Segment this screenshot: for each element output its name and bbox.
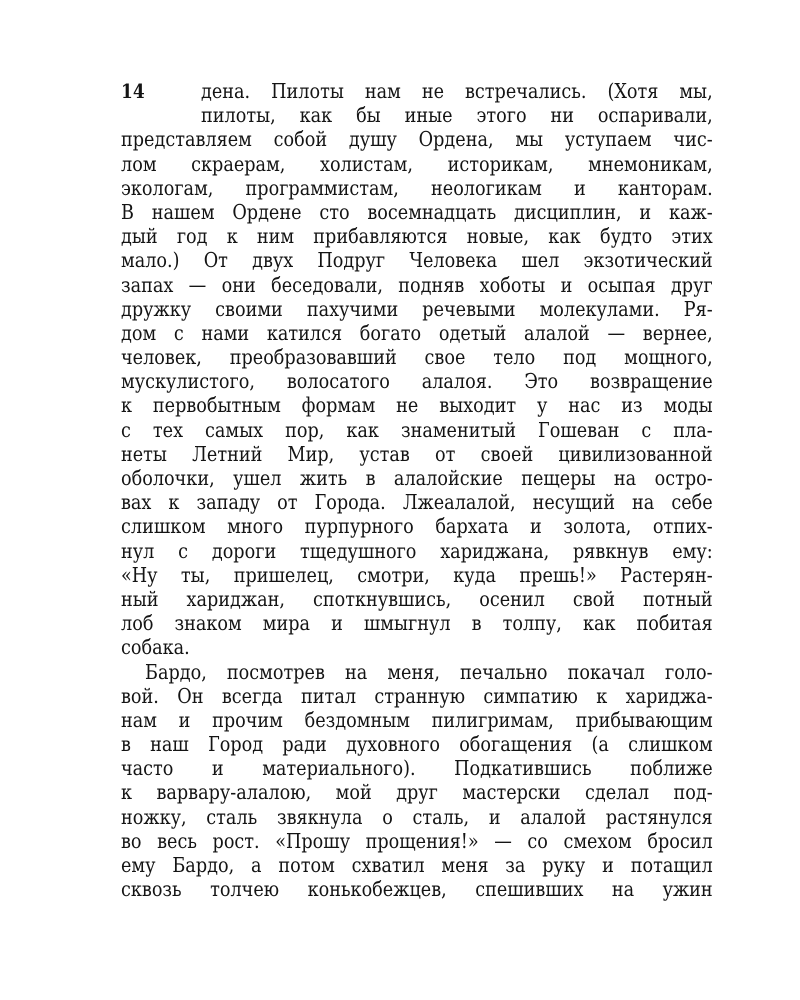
text-line: дена. Пилоты нам не встречались. (Хотя мы, (201, 79, 713, 103)
body-text (121, 79, 713, 901)
text-line: человек, преобразовавший свое тело под мощного, (121, 345, 713, 370)
text-line: часто и материального). Подкатившись поближе (121, 756, 713, 781)
text-line: в наш Город ради духовного обогащения (а слишком (121, 732, 713, 757)
text-line: слишком много пурпурного бархата и золота, отпих- (121, 514, 713, 539)
text-line: В нашем Ордене сто восемнадцать дисциплин, и каж- (121, 199, 713, 224)
text-line: нам и прочим бездомным пилигримам, прибывающим (121, 707, 713, 732)
text-line: дружку своими пахучими речевыми молекулами. Ря- (121, 296, 713, 321)
text-line: во весь рост. «Прошу прощения!» — со смехом бросил (121, 828, 713, 853)
page-number: 14 (121, 79, 145, 103)
text-line: «Ну ты, пришелец, смотри, куда прешь!» Растерян- (121, 562, 713, 587)
text-line: с тех самых пор, как знаменитый Гошеван с пла- (121, 417, 713, 442)
text-line: лоб знаком мира и шмыгнул в толпу, как побитая (121, 611, 713, 636)
text-line: собака. (121, 635, 190, 660)
text-line: Бардо, посмотрев на меня, печально покачал голо- (145, 659, 713, 684)
text-line: сквозь толчею конькобежцев, спешивших на ужин (121, 877, 713, 902)
text-line: нул с дороги тщедушного хариджана, рявкнув ему: (121, 538, 713, 563)
text-line: вой. Он всегда питал странную симпатию к хариджа- (121, 683, 713, 708)
text-line: оболочки, ушел жить в алалойские пещеры на остро- (121, 466, 713, 490)
text-line: лом скраерам, холистам, историкам, мнемоникам, (121, 151, 713, 176)
text-line: мало.) От двух Подруг Человека шел экзотический (121, 248, 713, 273)
text-line: дом с нами катился богато одетый алалой — вернее, (121, 320, 713, 345)
text-line: пилоты, как бы иные этого ни оспаривали, (201, 103, 713, 128)
text-line: ему Бардо, а потом схватил меня за руку и потащил (121, 853, 713, 877)
text-line: представляем собой душу Ордена, мы уступаем чис- (121, 127, 713, 152)
text-line: неты Летний Мир, устав от своей цивилизованной (121, 441, 713, 466)
text-line: ный хариджан, споткнувшись, осенил свой потный (121, 586, 713, 611)
text-line: дый год к ним прибавляются новые, как будто этих (121, 224, 713, 249)
text-line: к первобытным формам не выходит у нас из моды (121, 393, 713, 418)
text-line: экологам, программистам, неологикам и канторам. (121, 175, 713, 200)
text-line: запах — они беседовали, подняв хоботы и осыпая друг (121, 272, 713, 297)
text-line: к варвару-алалою, мой друг мастерски сделал под- (121, 780, 713, 805)
text-line: вах к западу от Города. Лжеалалой, несущий на себе (121, 490, 713, 515)
text-line: мускулистого, волосатого алалоя. Это возвращение (121, 369, 713, 394)
text-line: ножку, сталь звякнула о сталь, и алалой растянулся (121, 804, 713, 829)
